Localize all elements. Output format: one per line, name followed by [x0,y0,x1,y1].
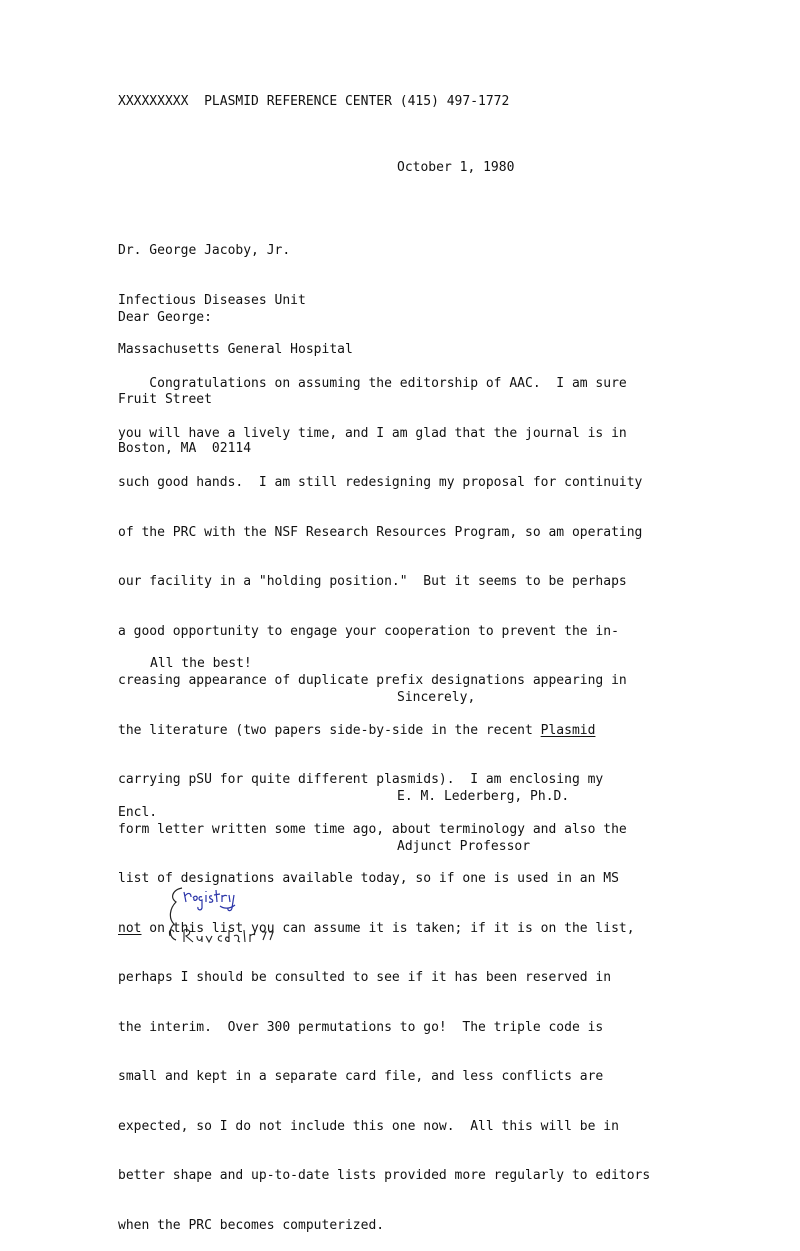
signature-block [397,756,569,872]
body-line: Congratulations on assuming the editorship of AAC. I am sure [118,376,627,391]
body-line: form letter written some time ago, about terminology and also the [118,821,627,837]
body-line: list of designations available today, so if one is used in an MS [118,871,619,886]
registry-note [184,890,235,911]
body-line: better shape and up-to-date lists provided more regularly to editors [118,1168,651,1183]
body-text: the literature (two papers side-by-side in the recent [118,722,541,738]
signoff: Sincerely, [397,690,476,705]
address-line: Dr. George Jacoby, Jr. [118,243,291,258]
bracket-mark [170,888,182,940]
body-line [118,723,650,740]
emphasis-underlined: not [118,920,142,936]
address-line: Massachusetts General Hospital [118,342,353,357]
address-line: Fruit Street [118,391,212,407]
signer-name: E. M. Lederberg, Ph.D. [397,789,570,804]
salutation: Dear George: [118,310,212,325]
letter-date: October 1, 1980 [397,160,515,175]
cross-reference-note [169,930,273,942]
signer-title: Adjunct Professor [397,838,531,854]
body-line: expected, so I do not include this one now. All this will be in [118,1118,619,1134]
body-line: you will have a lively time, and I am glad that the journal is in [118,425,627,441]
body-line: of the PRC with the NSF Research Resources Program, so am operating [118,524,643,540]
address-line: Infectious Diseases Unit [118,292,306,308]
body-line: carrying pSU for quite different plasmids). I am enclosing my [118,772,604,787]
body-line: small and kept in a separate card file, and less conflicts are [118,1069,604,1084]
handwritten-annotation [160,878,290,958]
letter-body [118,343,650,1251]
body-line: perhaps I should be consulted to see if it has been reserved in [118,970,612,985]
body-line: the interim. Over 300 permutations to go! The triple code is [118,1019,604,1035]
body-line: when the PRC becomes computerized. [118,1217,385,1233]
body-line: a good opportunity to engage your cooperation to prevent the in- [118,623,619,639]
body-line: such good hands. I am still redesigning my proposal for continuity [118,475,643,490]
body-line: our facility in a "holding position." But it seems to be perhaps [118,574,627,589]
journal-title-underlined: Plasmid [540,722,596,738]
enclosure-note: Encl. [118,805,158,820]
body-line: creasing appearance of duplicate prefix designations appearing in [118,673,627,688]
closing-remark: All the best! [150,656,252,671]
letterhead: XXXXXXXXX PLASMID REFERENCE CENTER (415) 497-1772 [118,94,510,109]
address-line: Boston, MA 02114 [118,441,252,456]
body-text: on this list you can assume it is taken; if it is on the list, [141,920,635,936]
